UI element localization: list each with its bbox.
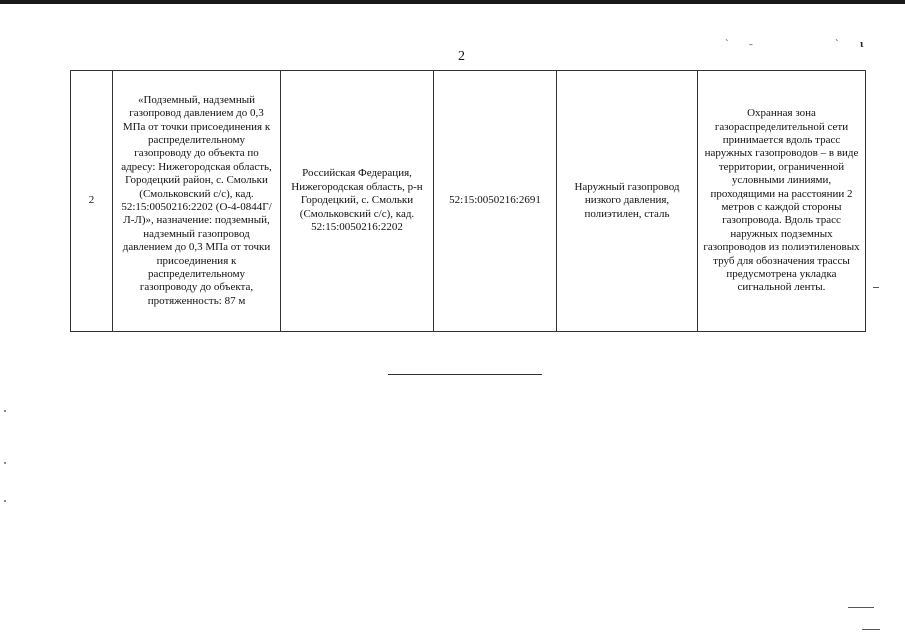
footer-separator-line (388, 374, 542, 375)
top-border-rule (0, 0, 905, 4)
scan-speck (848, 607, 874, 608)
cell-row-number: 2 (71, 71, 113, 332)
page-number: 2 (458, 49, 465, 64)
registry-table (70, 70, 866, 332)
scan-speck (873, 287, 879, 288)
table-row (71, 71, 866, 332)
scan-mark: ˗ (749, 38, 753, 50)
cell-cadastral-number: 52:15:0050216:2691 (434, 71, 557, 332)
scan-speck (862, 629, 880, 630)
cell-characteristics: Наружный газопровод низкого давления, полиэтилен, сталь (557, 71, 698, 332)
scan-mark: ˋ (725, 38, 729, 50)
cell-object-description: «Подземный, надземный газопровод давлением до 0,3 МПа от точки присоединения к распределительному газопроводу до объекта по адресу: Нижегородская область, Городецкий район, с. Смольки (Смольковский с/с), кад. 52:15:0050216:2202 (О-4-0844Г/Л-Л)», назначение: подземный, надземный газопровод давлением до 0,3 МПа от точки присоединения к распределительному газопроводу до объекта, протяженность: 87 м (113, 71, 281, 332)
scan-speck (4, 462, 6, 464)
scan-speck (4, 500, 6, 502)
scan-mark: ɩ (860, 38, 864, 50)
scan-speck (4, 410, 6, 412)
scan-marks (725, 38, 875, 52)
scan-mark: ˋ (835, 38, 839, 50)
cell-location: Российская Федерация, Нижегородская область, р-н Городецкий, с. Смольки (Смольковский с/с), кад. 52:15:0050216:2202 (281, 71, 434, 332)
cell-protection-zone: Охранная зона газораспределительной сети принимается вдоль трасс наружных газопроводов – в виде территории, ограниченной условными линиями, проходящими на расстоянии 2 метров с каждой стороны газопровода. Вдоль трасс наружных подземных газопроводов из полиэтиленовых труб для обозначения трассы предусмотрена укладка сигнальной ленты. (698, 71, 866, 332)
